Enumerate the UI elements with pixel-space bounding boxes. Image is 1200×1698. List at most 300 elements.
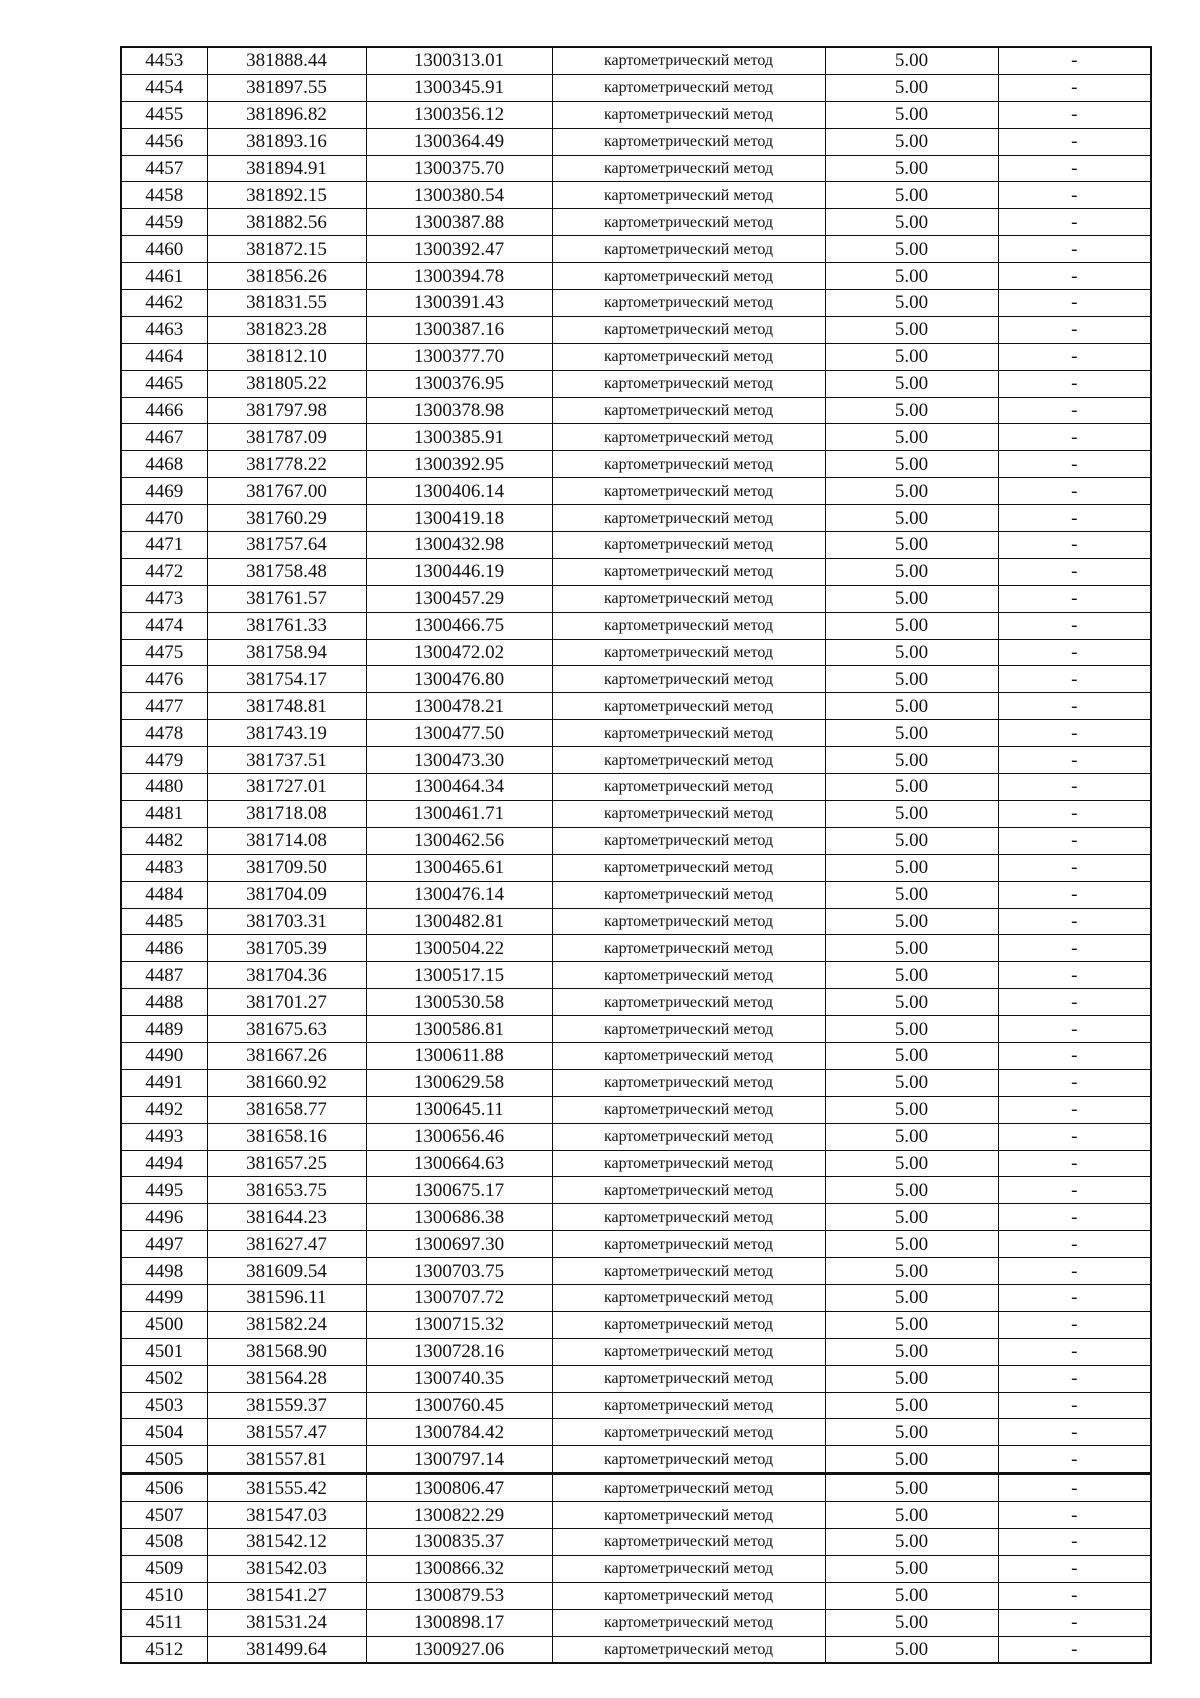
method-cell: картометрический метод	[552, 1231, 825, 1258]
method-cell: картометрический метод	[552, 397, 825, 424]
x-coordinate-cell: 381709.50	[207, 854, 366, 881]
point-number-cell: 4510	[121, 1582, 207, 1609]
method-cell: картометрический метод	[552, 1474, 825, 1502]
y-coordinate-cell: 1300391.43	[366, 290, 552, 317]
method-cell: картометрический метод	[552, 74, 825, 101]
table-row	[121, 1258, 1151, 1285]
x-coordinate-cell: 381704.36	[207, 962, 366, 989]
x-coordinate-cell: 381754.17	[207, 666, 366, 693]
y-coordinate-cell: 1300387.16	[366, 316, 552, 343]
table-row	[121, 1555, 1151, 1582]
point-number-cell: 4493	[121, 1123, 207, 1150]
method-cell: картометрический метод	[552, 1150, 825, 1177]
y-coordinate-cell: 1300530.58	[366, 989, 552, 1016]
description-cell: -	[998, 1123, 1151, 1150]
table-row	[121, 370, 1151, 397]
method-cell: картометрический метод	[552, 1555, 825, 1582]
point-number-cell: 4512	[121, 1636, 207, 1663]
table-row	[121, 1284, 1151, 1311]
x-coordinate-cell: 381893.16	[207, 128, 366, 155]
table-row	[121, 478, 1151, 505]
description-cell: -	[998, 1446, 1151, 1474]
method-cell: картометрический метод	[552, 424, 825, 451]
accuracy-cell: 5.00	[825, 1555, 998, 1582]
point-number-cell: 4472	[121, 558, 207, 585]
point-number-cell: 4482	[121, 827, 207, 854]
method-cell: картометрический метод	[552, 827, 825, 854]
description-cell: -	[998, 1365, 1151, 1392]
y-coordinate-cell: 1300380.54	[366, 182, 552, 209]
x-coordinate-cell: 381658.16	[207, 1123, 366, 1150]
method-cell: картометрический метод	[552, 343, 825, 370]
table-row	[121, 1474, 1151, 1502]
description-cell: -	[998, 290, 1151, 317]
table-row	[121, 263, 1151, 290]
method-cell: картометрический метод	[552, 1258, 825, 1285]
description-cell: -	[998, 74, 1151, 101]
table-row	[121, 1204, 1151, 1231]
x-coordinate-cell: 381703.31	[207, 908, 366, 935]
point-number-cell: 4505	[121, 1446, 207, 1474]
point-number-cell: 4459	[121, 209, 207, 236]
y-coordinate-cell: 1300797.14	[366, 1446, 552, 1474]
y-coordinate-cell: 1300457.29	[366, 585, 552, 612]
x-coordinate-cell: 381758.94	[207, 639, 366, 666]
description-cell: -	[998, 585, 1151, 612]
point-number-cell: 4474	[121, 612, 207, 639]
y-coordinate-cell: 1300392.95	[366, 451, 552, 478]
description-cell: -	[998, 1204, 1151, 1231]
y-coordinate-cell: 1300879.53	[366, 1582, 552, 1609]
method-cell: картометрический метод	[552, 1284, 825, 1311]
table-row	[121, 747, 1151, 774]
accuracy-cell: 5.00	[825, 424, 998, 451]
y-coordinate-cell: 1300675.17	[366, 1177, 552, 1204]
accuracy-cell: 5.00	[825, 1609, 998, 1636]
table-row	[121, 1042, 1151, 1069]
accuracy-cell: 5.00	[825, 1446, 998, 1474]
x-coordinate-cell: 381823.28	[207, 316, 366, 343]
table-row	[121, 1392, 1151, 1419]
table-row	[121, 182, 1151, 209]
y-coordinate-cell: 1300375.70	[366, 155, 552, 182]
x-coordinate-cell: 381564.28	[207, 1365, 366, 1392]
method-cell: картометрический метод	[552, 209, 825, 236]
description-cell: -	[998, 854, 1151, 881]
accuracy-cell: 5.00	[825, 209, 998, 236]
method-cell: картометрический метод	[552, 747, 825, 774]
point-number-cell: 4506	[121, 1474, 207, 1502]
description-cell: -	[998, 666, 1151, 693]
x-coordinate-cell: 381705.39	[207, 935, 366, 962]
point-number-cell: 4466	[121, 397, 207, 424]
point-number-cell: 4483	[121, 854, 207, 881]
table-row	[121, 585, 1151, 612]
y-coordinate-cell: 1300686.38	[366, 1204, 552, 1231]
x-coordinate-cell: 381596.11	[207, 1284, 366, 1311]
method-cell: картометрический метод	[552, 908, 825, 935]
x-coordinate-cell: 381609.54	[207, 1258, 366, 1285]
y-coordinate-cell: 1300478.21	[366, 693, 552, 720]
point-number-cell: 4473	[121, 585, 207, 612]
x-coordinate-cell: 381737.51	[207, 747, 366, 774]
method-cell: картометрический метод	[552, 532, 825, 559]
method-cell: картометрический метод	[552, 1446, 825, 1474]
accuracy-cell: 5.00	[825, 1204, 998, 1231]
description-cell: -	[998, 1150, 1151, 1177]
table-row	[121, 155, 1151, 182]
description-cell: -	[998, 693, 1151, 720]
description-cell: -	[998, 209, 1151, 236]
point-number-cell: 4501	[121, 1338, 207, 1365]
point-number-cell: 4467	[121, 424, 207, 451]
description-cell: -	[998, 1311, 1151, 1338]
table-row	[121, 1419, 1151, 1446]
point-number-cell: 4511	[121, 1609, 207, 1636]
x-coordinate-cell: 381653.75	[207, 1177, 366, 1204]
method-cell: картометрический метод	[552, 962, 825, 989]
y-coordinate-cell: 1300806.47	[366, 1474, 552, 1502]
point-number-cell: 4489	[121, 1016, 207, 1043]
description-cell: -	[998, 1258, 1151, 1285]
x-coordinate-cell: 381758.48	[207, 558, 366, 585]
method-cell: картометрический метод	[552, 881, 825, 908]
description-cell: -	[998, 935, 1151, 962]
description-cell: -	[998, 451, 1151, 478]
point-number-cell: 4508	[121, 1528, 207, 1555]
point-number-cell: 4455	[121, 101, 207, 128]
accuracy-cell: 5.00	[825, 1311, 998, 1338]
y-coordinate-cell: 1300406.14	[366, 478, 552, 505]
description-cell: -	[998, 639, 1151, 666]
method-cell: картометрический метод	[552, 1636, 825, 1663]
point-number-cell: 4490	[121, 1042, 207, 1069]
point-number-cell: 4477	[121, 693, 207, 720]
x-coordinate-cell: 381896.82	[207, 101, 366, 128]
x-coordinate-cell: 381582.24	[207, 1311, 366, 1338]
accuracy-cell: 5.00	[825, 451, 998, 478]
accuracy-cell: 5.00	[825, 263, 998, 290]
point-number-cell: 4460	[121, 236, 207, 263]
accuracy-cell: 5.00	[825, 1582, 998, 1609]
point-number-cell: 4456	[121, 128, 207, 155]
x-coordinate-cell: 381542.12	[207, 1528, 366, 1555]
method-cell: картометрический метод	[552, 585, 825, 612]
method-cell: картометрический метод	[552, 290, 825, 317]
coordinates-table-body	[121, 47, 1151, 1663]
y-coordinate-cell: 1300715.32	[366, 1311, 552, 1338]
x-coordinate-cell: 381542.03	[207, 1555, 366, 1582]
x-coordinate-cell: 381812.10	[207, 343, 366, 370]
table-row	[121, 1231, 1151, 1258]
accuracy-cell: 5.00	[825, 370, 998, 397]
method-cell: картометрический метод	[552, 1311, 825, 1338]
description-cell: -	[998, 505, 1151, 532]
point-number-cell: 4509	[121, 1555, 207, 1582]
y-coordinate-cell: 1300629.58	[366, 1069, 552, 1096]
y-coordinate-cell: 1300835.37	[366, 1528, 552, 1555]
point-number-cell: 4463	[121, 316, 207, 343]
point-number-cell: 4458	[121, 182, 207, 209]
y-coordinate-cell: 1300784.42	[366, 1419, 552, 1446]
y-coordinate-cell: 1300476.14	[366, 881, 552, 908]
y-coordinate-cell: 1300476.80	[366, 666, 552, 693]
x-coordinate-cell: 381787.09	[207, 424, 366, 451]
method-cell: картометрический метод	[552, 989, 825, 1016]
accuracy-cell: 5.00	[825, 236, 998, 263]
description-cell: -	[998, 1609, 1151, 1636]
y-coordinate-cell: 1300466.75	[366, 612, 552, 639]
x-coordinate-cell: 381555.42	[207, 1474, 366, 1502]
y-coordinate-cell: 1300656.46	[366, 1123, 552, 1150]
y-coordinate-cell: 1300740.35	[366, 1365, 552, 1392]
description-cell: -	[998, 1392, 1151, 1419]
y-coordinate-cell: 1300703.75	[366, 1258, 552, 1285]
y-coordinate-cell: 1300464.34	[366, 774, 552, 801]
point-number-cell: 4461	[121, 263, 207, 290]
accuracy-cell: 5.00	[825, 1392, 998, 1419]
table-row	[121, 1150, 1151, 1177]
method-cell: картометрический метод	[552, 1016, 825, 1043]
method-cell: картометрический метод	[552, 1042, 825, 1069]
accuracy-cell: 5.00	[825, 1528, 998, 1555]
accuracy-cell: 5.00	[825, 532, 998, 559]
x-coordinate-cell: 381644.23	[207, 1204, 366, 1231]
table-row	[121, 343, 1151, 370]
point-number-cell: 4454	[121, 74, 207, 101]
method-cell: картометрический метод	[552, 935, 825, 962]
accuracy-cell: 5.00	[825, 74, 998, 101]
method-cell: картометрический метод	[552, 505, 825, 532]
accuracy-cell: 5.00	[825, 1284, 998, 1311]
y-coordinate-cell: 1300356.12	[366, 101, 552, 128]
table-row	[121, 962, 1151, 989]
method-cell: картометрический метод	[552, 639, 825, 666]
table-row	[121, 101, 1151, 128]
table-row	[121, 74, 1151, 101]
method-cell: картометрический метод	[552, 612, 825, 639]
y-coordinate-cell: 1300465.61	[366, 854, 552, 881]
point-number-cell: 4485	[121, 908, 207, 935]
y-coordinate-cell: 1300345.91	[366, 74, 552, 101]
point-number-cell: 4469	[121, 478, 207, 505]
description-cell: -	[998, 720, 1151, 747]
description-cell: -	[998, 962, 1151, 989]
y-coordinate-cell: 1300517.15	[366, 962, 552, 989]
point-number-cell: 4502	[121, 1365, 207, 1392]
description-cell: -	[998, 47, 1151, 74]
y-coordinate-cell: 1300364.49	[366, 128, 552, 155]
description-cell: -	[998, 343, 1151, 370]
description-cell: -	[998, 1338, 1151, 1365]
x-coordinate-cell: 381531.24	[207, 1609, 366, 1636]
accuracy-cell: 5.00	[825, 558, 998, 585]
table-row	[121, 1636, 1151, 1663]
accuracy-cell: 5.00	[825, 1016, 998, 1043]
description-cell: -	[998, 774, 1151, 801]
table-row	[121, 532, 1151, 559]
x-coordinate-cell: 381897.55	[207, 74, 366, 101]
y-coordinate-cell: 1300586.81	[366, 1016, 552, 1043]
method-cell: картометрический метод	[552, 1528, 825, 1555]
accuracy-cell: 5.00	[825, 908, 998, 935]
accuracy-cell: 5.00	[825, 693, 998, 720]
x-coordinate-cell: 381675.63	[207, 1016, 366, 1043]
description-cell: -	[998, 370, 1151, 397]
table-row	[121, 1502, 1151, 1529]
y-coordinate-cell: 1300472.02	[366, 639, 552, 666]
x-coordinate-cell: 381894.91	[207, 155, 366, 182]
point-number-cell: 4476	[121, 666, 207, 693]
y-coordinate-cell: 1300392.47	[366, 236, 552, 263]
point-number-cell: 4464	[121, 343, 207, 370]
description-cell: -	[998, 747, 1151, 774]
point-number-cell: 4494	[121, 1150, 207, 1177]
accuracy-cell: 5.00	[825, 478, 998, 505]
table-row	[121, 1609, 1151, 1636]
x-coordinate-cell: 381797.98	[207, 397, 366, 424]
table-row	[121, 1123, 1151, 1150]
accuracy-cell: 5.00	[825, 612, 998, 639]
table-row	[121, 612, 1151, 639]
y-coordinate-cell: 1300394.78	[366, 263, 552, 290]
table-row	[121, 908, 1151, 935]
point-number-cell: 4468	[121, 451, 207, 478]
accuracy-cell: 5.00	[825, 505, 998, 532]
x-coordinate-cell: 381888.44	[207, 47, 366, 74]
point-number-cell: 4470	[121, 505, 207, 532]
x-coordinate-cell: 381831.55	[207, 290, 366, 317]
x-coordinate-cell: 381667.26	[207, 1042, 366, 1069]
y-coordinate-cell: 1300611.88	[366, 1042, 552, 1069]
description-cell: -	[998, 1069, 1151, 1096]
accuracy-cell: 5.00	[825, 1042, 998, 1069]
description-cell: -	[998, 424, 1151, 451]
y-coordinate-cell: 1300697.30	[366, 1231, 552, 1258]
table-row	[121, 1069, 1151, 1096]
accuracy-cell: 5.00	[825, 1177, 998, 1204]
y-coordinate-cell: 1300377.70	[366, 343, 552, 370]
description-cell: -	[998, 1231, 1151, 1258]
y-coordinate-cell: 1300504.22	[366, 935, 552, 962]
method-cell: картометрический метод	[552, 1392, 825, 1419]
accuracy-cell: 5.00	[825, 128, 998, 155]
x-coordinate-cell: 381704.09	[207, 881, 366, 908]
accuracy-cell: 5.00	[825, 290, 998, 317]
description-cell: -	[998, 1555, 1151, 1582]
x-coordinate-cell: 381743.19	[207, 720, 366, 747]
accuracy-cell: 5.00	[825, 1502, 998, 1529]
method-cell: картометрический метод	[552, 478, 825, 505]
y-coordinate-cell: 1300760.45	[366, 1392, 552, 1419]
description-cell: -	[998, 1474, 1151, 1502]
description-cell: -	[998, 236, 1151, 263]
description-cell: -	[998, 1284, 1151, 1311]
x-coordinate-cell: 381882.56	[207, 209, 366, 236]
x-coordinate-cell: 381557.81	[207, 1446, 366, 1474]
accuracy-cell: 5.00	[825, 747, 998, 774]
y-coordinate-cell: 1300461.71	[366, 800, 552, 827]
description-cell: -	[998, 1582, 1151, 1609]
method-cell: картометрический метод	[552, 1204, 825, 1231]
accuracy-cell: 5.00	[825, 639, 998, 666]
table-row	[121, 854, 1151, 881]
method-cell: картометрический метод	[552, 1502, 825, 1529]
accuracy-cell: 5.00	[825, 935, 998, 962]
x-coordinate-cell: 381872.15	[207, 236, 366, 263]
point-number-cell: 4499	[121, 1284, 207, 1311]
accuracy-cell: 5.00	[825, 774, 998, 801]
method-cell: картометрический метод	[552, 1419, 825, 1446]
description-cell: -	[998, 532, 1151, 559]
table-row	[121, 505, 1151, 532]
x-coordinate-cell: 381657.25	[207, 1150, 366, 1177]
accuracy-cell: 5.00	[825, 1365, 998, 1392]
point-number-cell: 4462	[121, 290, 207, 317]
method-cell: картометрический метод	[552, 47, 825, 74]
accuracy-cell: 5.00	[825, 1636, 998, 1663]
table-row	[121, 720, 1151, 747]
y-coordinate-cell: 1300898.17	[366, 1609, 552, 1636]
method-cell: картометрический метод	[552, 1609, 825, 1636]
y-coordinate-cell: 1300927.06	[366, 1636, 552, 1663]
method-cell: картометрический метод	[552, 370, 825, 397]
accuracy-cell: 5.00	[825, 101, 998, 128]
x-coordinate-cell: 381714.08	[207, 827, 366, 854]
accuracy-cell: 5.00	[825, 343, 998, 370]
accuracy-cell: 5.00	[825, 854, 998, 881]
x-coordinate-cell: 381748.81	[207, 693, 366, 720]
description-cell: -	[998, 881, 1151, 908]
description-cell: -	[998, 989, 1151, 1016]
accuracy-cell: 5.00	[825, 720, 998, 747]
description-cell: -	[998, 101, 1151, 128]
method-cell: картометрический метод	[552, 451, 825, 478]
x-coordinate-cell: 381805.22	[207, 370, 366, 397]
accuracy-cell: 5.00	[825, 1096, 998, 1123]
method-cell: картометрический метод	[552, 101, 825, 128]
point-number-cell: 4487	[121, 962, 207, 989]
description-cell: -	[998, 182, 1151, 209]
coordinates-table	[120, 46, 1152, 1664]
description-cell: -	[998, 1042, 1151, 1069]
y-coordinate-cell: 1300419.18	[366, 505, 552, 532]
point-number-cell: 4504	[121, 1419, 207, 1446]
point-number-cell: 4453	[121, 47, 207, 74]
table-row	[121, 800, 1151, 827]
point-number-cell: 4457	[121, 155, 207, 182]
point-number-cell: 4478	[121, 720, 207, 747]
accuracy-cell: 5.00	[825, 989, 998, 1016]
description-cell: -	[998, 1016, 1151, 1043]
accuracy-cell: 5.00	[825, 397, 998, 424]
description-cell: -	[998, 558, 1151, 585]
table-row	[121, 209, 1151, 236]
table-row	[121, 47, 1151, 74]
description-cell: -	[998, 1636, 1151, 1663]
x-coordinate-cell: 381856.26	[207, 263, 366, 290]
point-number-cell: 4465	[121, 370, 207, 397]
accuracy-cell: 5.00	[825, 316, 998, 343]
table-row	[121, 424, 1151, 451]
accuracy-cell: 5.00	[825, 1123, 998, 1150]
x-coordinate-cell: 381778.22	[207, 451, 366, 478]
point-number-cell: 4480	[121, 774, 207, 801]
y-coordinate-cell: 1300707.72	[366, 1284, 552, 1311]
x-coordinate-cell: 381767.00	[207, 478, 366, 505]
method-cell: картометрический метод	[552, 558, 825, 585]
table-row	[121, 639, 1151, 666]
